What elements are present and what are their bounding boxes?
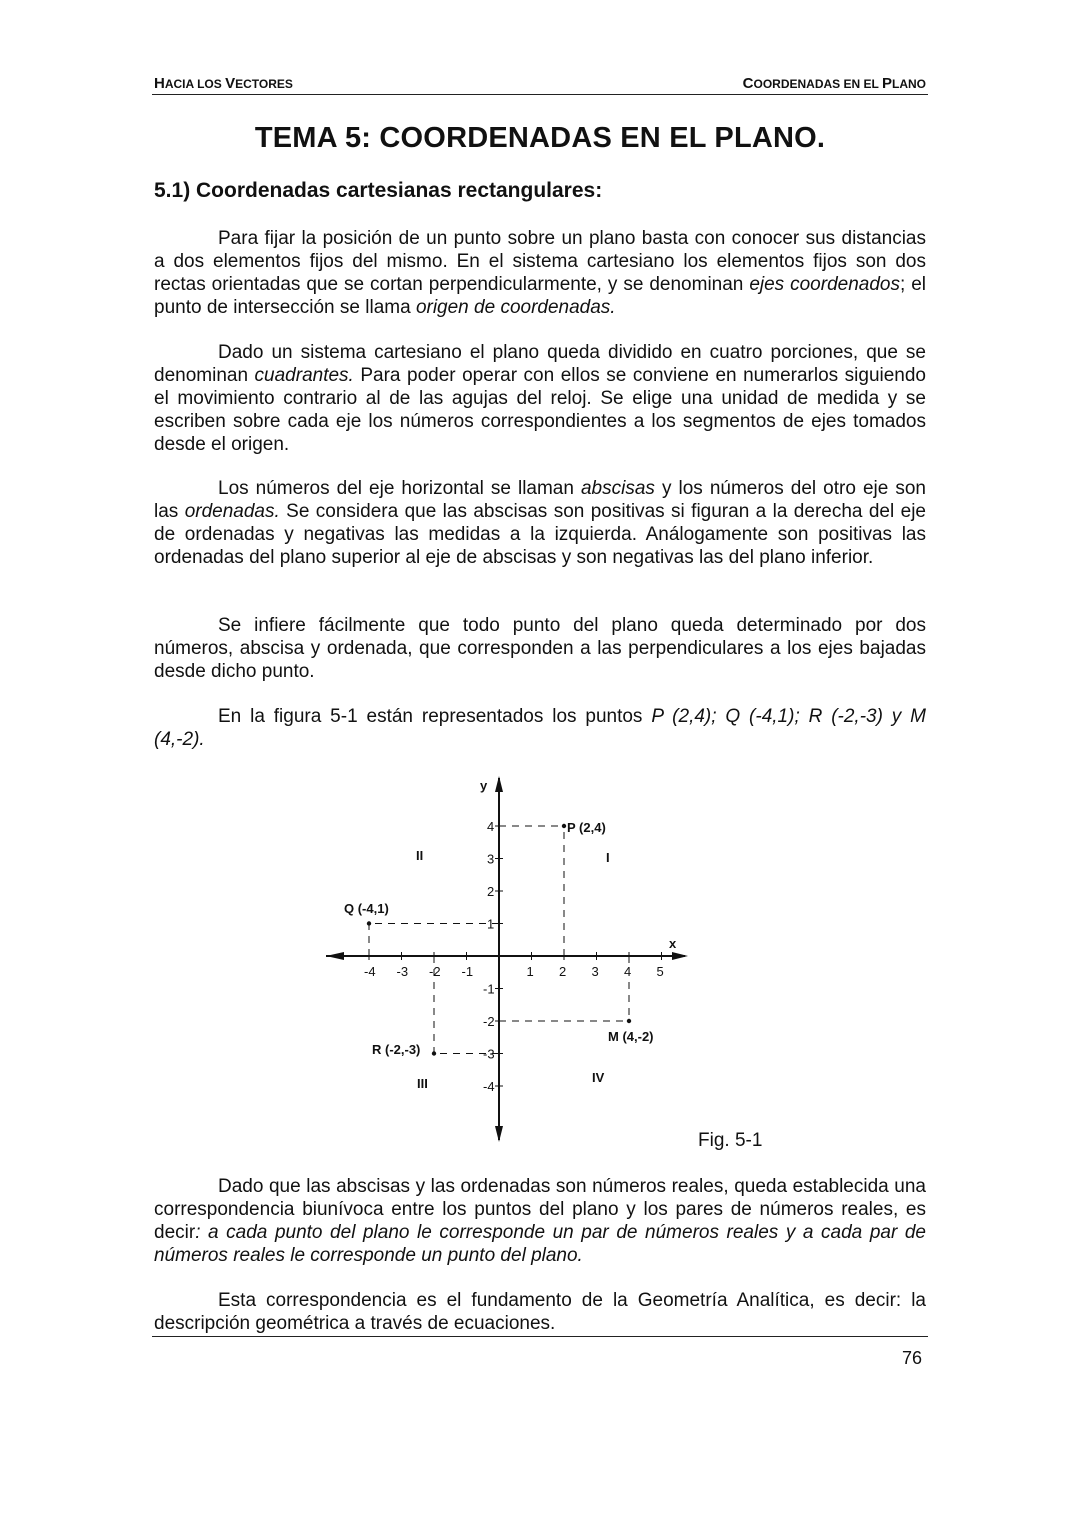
x-tick-label: 1 [526, 964, 534, 979]
header-left: HACIA LOS VECTORES [154, 75, 293, 92]
x-axis-arrow-left [326, 952, 344, 960]
coordinate-figure [310, 770, 700, 1150]
y-tick-label: 1 [487, 916, 495, 932]
paragraph-7: Esta correspondencia es el fundamento de la Geometría Analítica, es decir: la descripción geométrica a través de ecuaciones. [154, 1290, 926, 1334]
x-tick-label: -2 [429, 964, 441, 979]
y-axis-arrow-down [495, 1126, 503, 1142]
point-label-p: P (2,4) [567, 820, 606, 835]
paragraph-4: Se infiere fácilmente que todo punto del plano queda determinado por dos números, abscisa y ordenada, que corresponden a las perpendiculares a los ejes bajadas desde dicho punto. [154, 615, 926, 682]
quadrant-label-i: I [606, 850, 610, 865]
point-marker [367, 921, 371, 925]
point-label-m: M (4,-2) [608, 1029, 654, 1044]
y-tick-label: -1 [483, 981, 495, 997]
y-tick-label: 4 [487, 819, 495, 834]
y-tick-label: 3 [487, 851, 495, 867]
x-axis-arrow-right [672, 952, 688, 960]
y-tick-label: -3 [483, 1046, 495, 1062]
x-tick-label: 5 [656, 964, 664, 979]
point-label-q: Q (-4,1) [344, 901, 389, 916]
page-number: 76 [901, 1348, 922, 1368]
header-right: COORDENADAS EN EL PLANO [742, 75, 926, 92]
x-tick-label: -3 [396, 964, 409, 979]
quadrant-label-ii: II [416, 848, 424, 863]
point-marker [562, 824, 566, 828]
paragraph-5: En la figura 5-1 están representados los puntos P (2,4); Q (-4,1); R (-2,-3) y M (4,-2). [154, 706, 926, 750]
figure-caption: Fig. 5-1 [698, 1130, 763, 1151]
paragraph-2: Dado un sistema cartesiano el plano queda dividido en cuatro porciones, que se denominan cuadrantes. Para poder operar con ellos se conviene en numerarlos siguiendo el movimiento contrario al de las agujas del reloj. Se elige una unidad de medida y se escriben sobre cada eje los números correspondientes a los segmentos de ejes tomados desde el origen. [154, 342, 927, 455]
paragraph-6: Dado que las abscisas y las ordenadas son números reales, queda establecida una correspondencia biunívoca entre los puntos del plano y los pares de números reales, es decir: a cada punto del plano le corresponde un par de números reales y a cada par de números reales le corresponde un punto del plano. [154, 1176, 926, 1266]
y-tick-label: 2 [487, 884, 495, 899]
point-label-r: R (-2,-3) [372, 1042, 421, 1057]
x-axis-label: x [669, 936, 677, 951]
section-heading: 5.1) Coordenadas cartesianas rectangulares: [154, 179, 603, 202]
footer-rule [152, 1336, 928, 1337]
x-tick-label: -1 [461, 964, 474, 979]
y-tick-label: -4 [483, 1079, 495, 1094]
quadrant-label-iii: III [417, 1076, 428, 1091]
running-header [152, 72, 928, 95]
page-title: TEMA 5: COORDENADAS EN EL PLANO. [254, 122, 826, 154]
point-marker [432, 1051, 436, 1055]
point-marker [627, 1019, 631, 1023]
paragraph-3: Los números del eje horizontal se llaman abscisas y los números del otro eje son las ordenadas. Se considera que las abscisas son positivas si figuran a la derecha del eje de ordenadas y negativas las medidas a la izquierda. Análogamente son positivas las ordenadas del plano superior al eje de abscisas y son negativas las del plano inferior. [154, 478, 926, 568]
y-axis-label: y [480, 778, 488, 793]
y-tick-label: -2 [483, 1014, 495, 1029]
y-axis-arrow-up [495, 776, 503, 792]
x-tick-label: 2 [559, 964, 567, 979]
quadrant-label-iv: IV [592, 1070, 605, 1085]
x-tick-label: 3 [591, 964, 599, 979]
x-tick-label: 4 [624, 964, 632, 979]
x-tick-label: -4 [364, 964, 376, 979]
paragraph-1: Para fijar la posición de un punto sobre un plano basta con conocer sus distancias a dos elementos fijos del mismo. En el sistema cartesiano los elementos fijos son dos rectas orientadas que se cortan perpendicularmente, y se denominan ejes coordenados; el punto de intersección se llama origen de coordenadas. [154, 228, 926, 318]
